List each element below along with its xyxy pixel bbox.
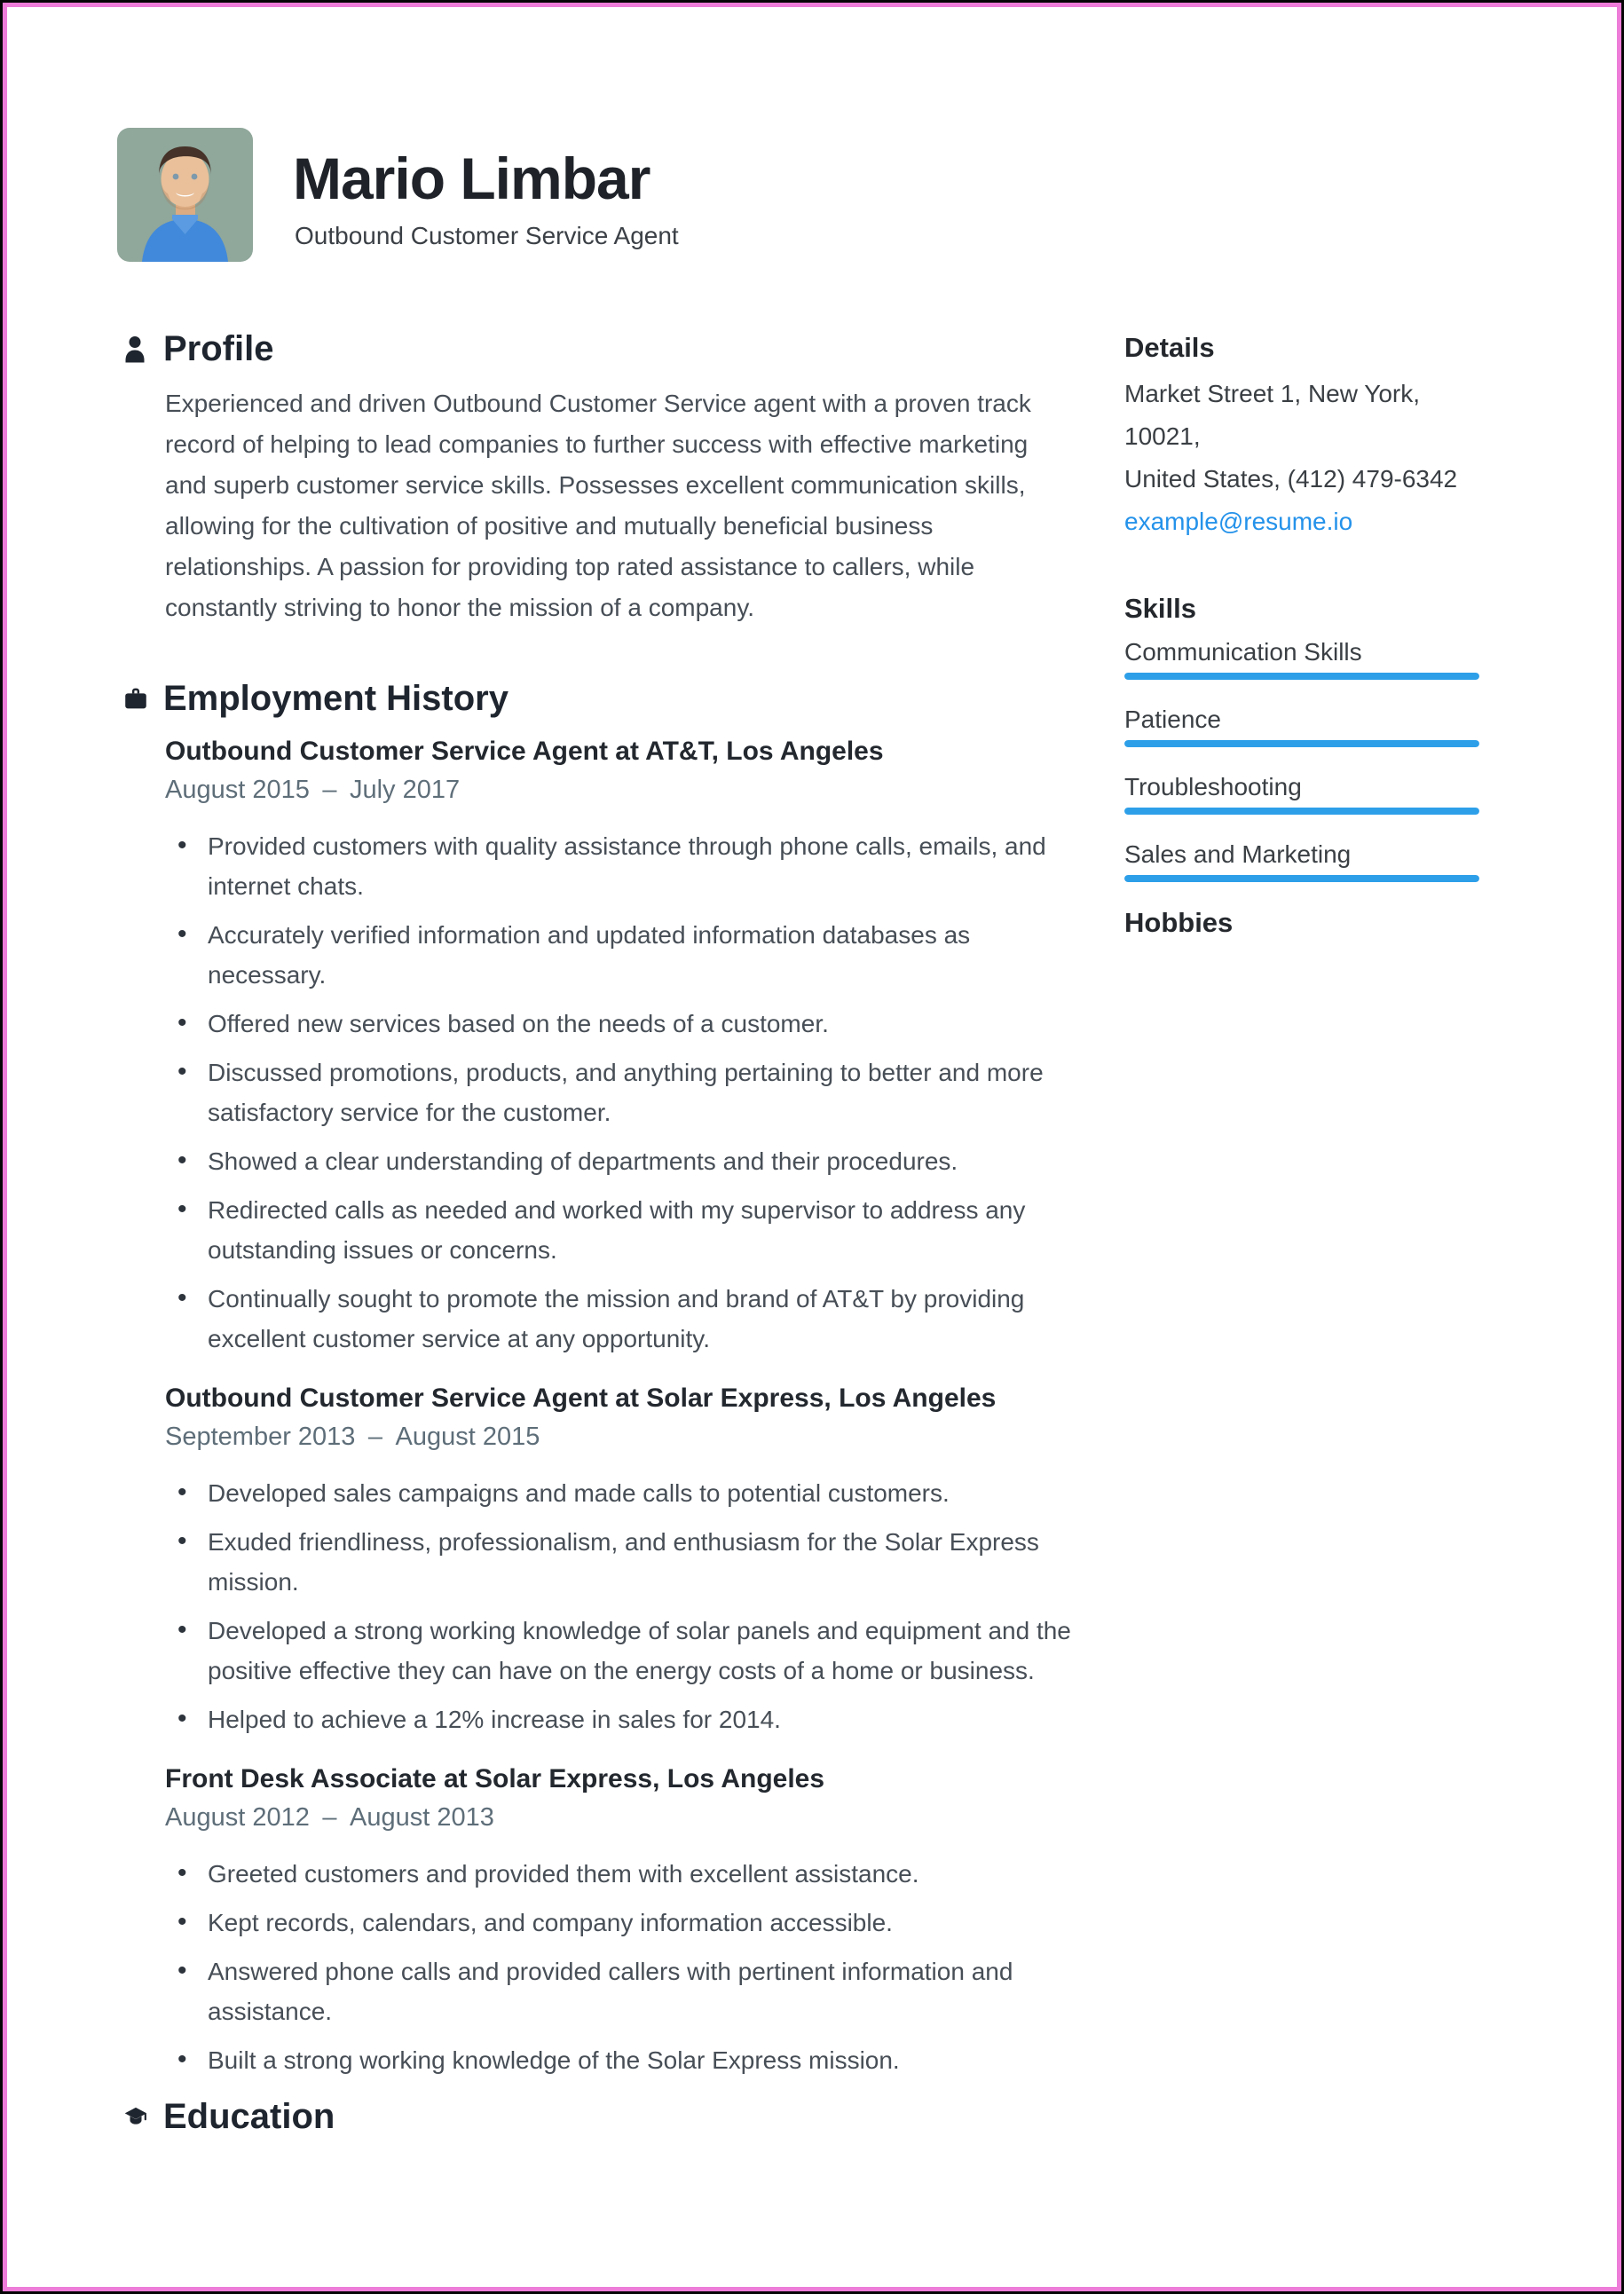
briefcase-icon — [124, 684, 147, 713]
address-block — [1124, 373, 1479, 501]
skill-level-bar — [1124, 808, 1479, 815]
job-dates: September 2013 – August 2015 — [165, 1423, 540, 1451]
skill-item — [1124, 840, 1479, 882]
profile-section-heading — [124, 328, 1067, 369]
job-title: Outbound Customer Service Agent at AT&T, Los Angeles — [165, 737, 884, 766]
job-bullet-list — [165, 826, 1077, 1359]
job-bullet: • Accurately verified information and updated information databases as necessary. — [208, 915, 1077, 995]
details-heading: Details — [1124, 332, 1215, 363]
profile-photo — [117, 128, 253, 262]
job-bullet: • Developed a strong working knowledge of solar panels and equipment and the positive effective they can have on the energy costs of a home or business. — [208, 1611, 1077, 1691]
email-link[interactable]: example@resume.io — [1124, 508, 1353, 535]
section-education — [124, 2096, 1067, 2137]
profile-photo-illustration — [117, 128, 253, 262]
job-bullet: • Discussed promotions, products, and anything pertaining to better and more satisfactory service for the customer. — [208, 1052, 1077, 1132]
resume-page — [3, 3, 1621, 2291]
job-bullet: • Continually sought to promote the mission and brand of AT&T by providing excellent customer service at any opportunity. — [208, 1279, 1077, 1359]
profile-text: Experienced and driven Outbound Customer Service agent with a proven track record of helping to lead companies to further success with effective marketing and superb customer service skills. Possesses excellent communication skills, allowing for the cultivation of positive and mutually beneficial business relationships. A passion for providing top rated assistance to callers, while constantly striving to honor the mission of a company. — [165, 390, 1031, 621]
skill-level-fill — [1124, 673, 1479, 680]
candidate-job-title: Outbound Customer Service Agent — [295, 222, 679, 249]
employment-section-heading — [124, 678, 1067, 719]
job-bullet: • Provided customers with quality assistance through phone calls, emails, and internet chats. — [208, 826, 1077, 906]
hobbies-heading: Hobbies — [1124, 907, 1234, 938]
skill-name: Communication Skills — [1124, 638, 1362, 666]
sidebar — [1124, 332, 1479, 939]
education-heading: Education — [163, 2097, 335, 2136]
skills-list — [1124, 637, 1479, 882]
employment-heading: Employment History — [163, 679, 508, 718]
job-title: Outbound Customer Service Agent at Solar Express, Los Angeles — [165, 1383, 997, 1413]
job-title: Front Desk Associate at Solar Express, Los Angeles — [165, 1764, 825, 1793]
job-bullet: • Kept records, calendars, and company information accessible. — [208, 1903, 1077, 1943]
skill-level-fill — [1124, 875, 1479, 882]
employment-jobs — [124, 735, 1071, 2080]
job-bullet: • Developed sales campaigns and made calls to potential customers. — [208, 1473, 1077, 1513]
profile-heading: Profile — [163, 329, 274, 368]
address-line: Market Street 1, New York, 10021, — [1124, 380, 1421, 450]
section-employment — [124, 678, 1071, 2080]
job-bullet: • Answered phone calls and provided callers with pertinent information and assistance. — [208, 1951, 1077, 2031]
skill-item — [1124, 705, 1479, 747]
skills-heading: Skills — [1124, 593, 1196, 624]
skill-name: Sales and Marketing — [1124, 840, 1352, 868]
skill-level-bar — [1124, 740, 1479, 747]
job-bullet: • Offered new services based on the needs of a customer. — [208, 1004, 1077, 1044]
job-bullet-list — [165, 1854, 1077, 2080]
skill-name: Patience — [1124, 706, 1221, 733]
job-bullet: • Helped to achieve a 12% increase in sales for 2014. — [208, 1699, 1077, 1739]
job-bullet: • Redirected calls as needed and worked with my supervisor to address any outstanding issues or concerns. — [208, 1190, 1077, 1270]
job-bullet: • Showed a clear understanding of departments and their procedures. — [208, 1141, 1077, 1181]
candidate-name: Mario Limbar — [293, 146, 650, 211]
person-icon — [124, 335, 147, 363]
skill-level-fill — [1124, 740, 1479, 747]
skill-item — [1124, 772, 1479, 815]
job-bullet: • Built a strong working knowledge of the Solar Express mission. — [208, 2040, 1077, 2080]
main-column — [124, 328, 1071, 2137]
job-bullet-list — [165, 1473, 1077, 1739]
job-bullet: • Exuded friendliness, professionalism, and enthusiasm for the Solar Express mission. — [208, 1522, 1077, 1602]
skill-level-bar — [1124, 673, 1479, 680]
skill-level-bar — [1124, 875, 1479, 882]
job-entry — [165, 1762, 1067, 2080]
job-dates: August 2015 – July 2017 — [165, 776, 461, 804]
section-profile — [124, 328, 1067, 628]
job-dates: August 2012 – August 2013 — [165, 1803, 494, 1832]
job-entry — [165, 735, 1067, 1359]
education-section-heading — [124, 2096, 1067, 2137]
skill-name: Troubleshooting — [1124, 773, 1302, 800]
address-line: United States, (412) 479-6342 — [1124, 465, 1458, 493]
job-entry — [165, 1382, 1071, 1739]
job-bullet: • Greeted customers and provided them with excellent assistance. — [208, 1854, 1077, 1894]
graduation-cap-icon — [124, 2102, 147, 2131]
skill-level-fill — [1124, 808, 1479, 815]
skill-item — [1124, 637, 1479, 680]
